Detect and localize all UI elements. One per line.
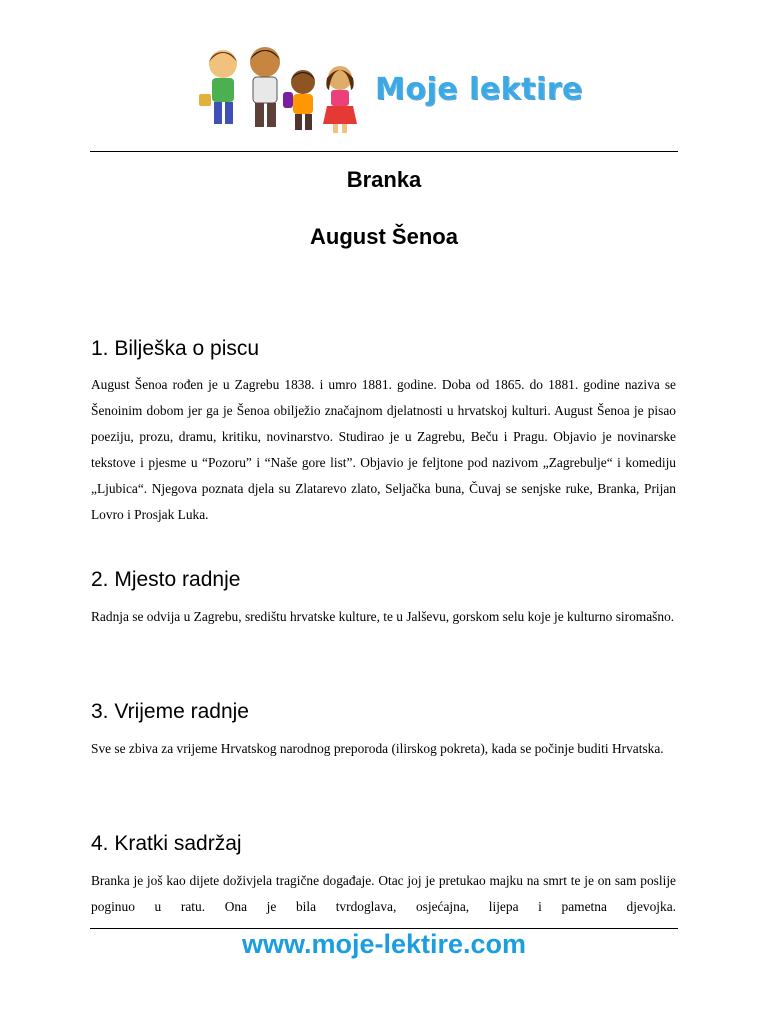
- book-author: August Šenoa: [310, 224, 458, 249]
- section-heading: 2. Mjesto radnje: [91, 568, 241, 591]
- section-paragraph: Sve se zbiva za vrijeme Hrvatskog narodnog preporoda (ilirskog pokreta), kada se počinje buditi Hrvatska.: [91, 741, 664, 756]
- footer-website-link[interactable]: www.moje-lektire.com: [241, 929, 527, 959]
- children-illustration: [185, 42, 365, 137]
- header-divider: [90, 151, 678, 152]
- section-paragraph: Branka je još kao dijete doživjela tragične događaje. Otac joj je pretukao majku na smrt te je on sam poslije poginuo u ratu. Ona je bila tvrdoglava, osjećajna, lijepa i pametna djevojka.: [91, 873, 676, 914]
- page-header: [185, 42, 585, 137]
- logo-text: Moje lektire: [375, 72, 583, 107]
- section-heading: 1. Bilješka o piscu: [91, 337, 260, 360]
- section-heading: 3. Vrijeme radnje: [91, 700, 249, 723]
- section-paragraph: August Šenoa rođen je u Zagrebu 1838. i umro 1881. godine. Doba od 1865. do 1881. godine naziva se Šenoinim dobom jer ga je Šenoa obilježio značajnom djelatnosti u hrvatskoj kulturi. August Šenoa je pisao poeziju, prozu, dramu, kritiku, novinarstvo. Studirao je u Zagrebu, Beču i Pragu. Objavio je novinarske tekstove i pjesme u “Pozoru” i “Naše gore list”. Objavio je feljtone pod nazivom „Zagrebulje“ i komediju „Ljubica“. Njegova poznata djela su Zlatarevo zlato, Seljačka buna, Čuvaj se senjske ruke, Branka, Prijan Lovro i Prosjak Luka.: [91, 377, 676, 522]
- book-title: Branka: [346, 167, 422, 192]
- section-paragraph: Radnja se odvija u Zagrebu, središtu hrvatske kulture, te u Jalševu, gorskom selu koje je kulturno siromašno.: [91, 609, 675, 624]
- section-heading: 4. Kratki sadržaj: [91, 832, 242, 855]
